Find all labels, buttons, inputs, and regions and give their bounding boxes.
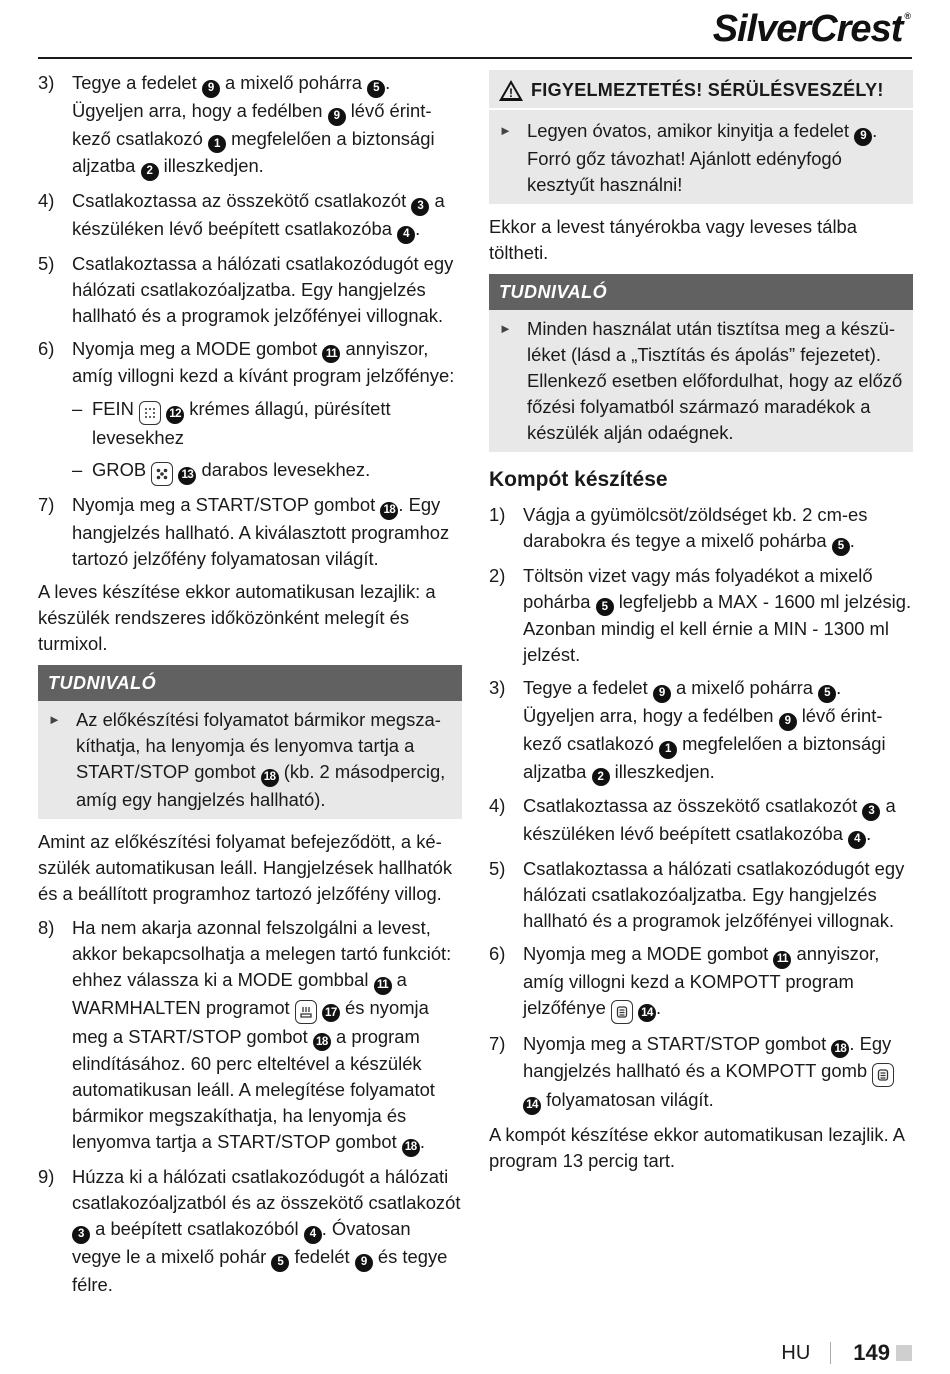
step-text: Húzza ki a hálózati csatlakozódugót a hálózati csatlakozóaljzatból és az összekötő csatlakozót 3 a beépített csatlakozóból 4 . Óvatosan vegye le a mixelő pohár 5 fedelét 9 és tegye félre. — [72, 1166, 461, 1295]
language-code: HU — [781, 1341, 811, 1364]
section-heading: Kompót készítése — [489, 467, 668, 491]
step-number: 5) — [38, 252, 55, 274]
callout-badge: 5 — [832, 538, 850, 556]
step-text: Nyomja meg a START/STOP gombot 18 . Egy hangjelzés hallható. A kiválasztott programhoz tartozó jelzőfény folyamatosan világít. — [72, 494, 450, 569]
page-number: 149 — [853, 1340, 890, 1365]
right-column — [489, 70, 913, 1182]
step-text: Tegye a fedelet 9 a mixelő pohárra 5 . Ügyeljen arra, hogy a fedélben 9 lévő érintkező csatlakozó 1 megfelelően a biztonsági aljzatba 2 illeszkedjen. — [72, 70, 462, 181]
step-2 — [489, 563, 913, 669]
step-number: 5) — [489, 857, 506, 879]
callout-badge: 9 — [779, 713, 797, 731]
step-7 — [489, 1031, 913, 1116]
notice-title: TUDNIVALÓ — [38, 665, 462, 701]
step-text: Nyomja meg a START/STOP gombot 18 . Egy hangjelzés hallható és a KOMPOTT gomb 14 folyamatosan világít. — [523, 1031, 913, 1116]
header-rule — [38, 57, 912, 59]
sub-text: GROB 13 darabos levesekhez. — [92, 457, 462, 486]
step-text: Nyomja meg a MODE gombot 11 annyiszor, amíg villogni kezd a kívánt program jelzőfénye: — [72, 337, 455, 387]
callout-badge: 2 — [592, 768, 610, 786]
callout-badge: 4 — [397, 226, 415, 244]
step-number: 3) — [489, 677, 506, 699]
warning-text: Legyen óvatos, amikor kinyitja a fedelet 9 . Forró gőz távozhat! Ajánlott edényfogó kesztyűt használni! — [527, 120, 878, 195]
callout-badge: 4 — [848, 831, 866, 849]
warning-title: FIGYELMEZTETÉS! SÉRÜLÉSVESZÉLY! — [531, 80, 884, 100]
step-text: Ha nem akarja azonnal felszolgálni a levest, akkor bekapcsolhatja a melegen tartó funkciót: ehhez válassza ki a MODE gombbal 11 a WARMHALTEN programot 17 és nyomja meg a START/STOP gombot 18 a program elindításához. 60 perc elteltével a készülék automatikusan leáll. A melegítése folyamatot bármikor megszakíthatja, ha lenyomja és lenyomva tartja a START/STOP gombot 18 . — [72, 915, 462, 1157]
callout-badge: 3 — [862, 803, 880, 821]
callout-badge: 9 — [854, 128, 872, 146]
callout-badge: 5 — [367, 80, 385, 98]
step-3 — [38, 70, 462, 181]
sub-text: FEIN 12 krémes állagú, pürésített levesekhez — [92, 398, 391, 449]
warning-header — [489, 70, 913, 110]
step-number: 8) — [38, 916, 55, 938]
warning-box — [489, 70, 913, 204]
paragraph: A leves készítése ekkor automatikusan lezajlik: a készülék rendszeres időközönként melegít és turmixol. — [38, 581, 436, 654]
callout-badge: 18 — [313, 1033, 331, 1051]
notice-body — [38, 701, 462, 819]
arrow-bullet-icon: ► — [499, 123, 512, 138]
callout-badge: 9 — [653, 685, 671, 703]
step-5 — [489, 856, 913, 934]
notice-body — [489, 310, 913, 452]
arrow-bullet-icon: ► — [48, 712, 61, 727]
step-9 — [38, 1164, 462, 1298]
callout-badge: 1 — [208, 135, 226, 153]
step-1 — [489, 502, 913, 556]
callout-badge: 13 — [178, 467, 196, 485]
step-number: 4) — [489, 795, 506, 817]
step-text: Csatlakoztassa az összekötő csatlakozót 3 a készüléken lévő beépített csatlakozóba 4 . — [523, 793, 913, 849]
page-footer — [781, 1340, 912, 1366]
callout-badge: 9 — [355, 1254, 373, 1272]
footer-separator — [830, 1342, 831, 1364]
notice-box — [489, 274, 913, 452]
logo-text: SilverCrest — [712, 8, 903, 50]
step-4 — [38, 188, 462, 244]
callout-badge: 1 — [659, 741, 677, 759]
callout-badge: 12 — [166, 406, 184, 424]
notice-text: Az előkészítési folyamatot bármikor megszakíthatja, ha lenyomja és lenyomva tartja a START/STOP gombot 18 (kb. 2 másodpercig, amíg egy hangjelzés hallható). — [76, 709, 446, 810]
callout-badge: 9 — [328, 108, 346, 126]
page-marker-square — [896, 1345, 912, 1361]
warning-triangle-icon: ! — [499, 80, 523, 101]
step-text: Csatlakoztassa a hálózati csatlakozódugót egy hálózati csatlakozóaljzatba. Egy hangjelzés hallható és a programok jelzőfényei villognak. — [72, 252, 454, 326]
callout-badge: 11 — [773, 951, 791, 969]
step-number: 6) — [489, 942, 506, 964]
step-number: 2) — [489, 564, 506, 586]
step-6 — [489, 941, 913, 1024]
callout-badge: 3 — [72, 1226, 90, 1244]
step-number: 7) — [38, 494, 55, 516]
sub-item-grob — [72, 457, 462, 486]
step-8 — [38, 915, 462, 1157]
step-3 — [489, 675, 913, 786]
callout-badge: 11 — [322, 345, 340, 363]
grob-program-icon — [151, 462, 173, 486]
dash: – — [72, 459, 83, 481]
paragraph: Ekkor a levest tányérokba vagy leveses tálba töltheti. — [489, 215, 858, 263]
step-6 — [38, 336, 462, 390]
silvercrest-logo — [713, 8, 910, 51]
callout-badge: 5 — [818, 685, 836, 703]
left-column — [38, 70, 462, 1305]
callout-badge: 18 — [261, 769, 279, 787]
callout-badge: 11 — [374, 977, 392, 995]
kompott-program-icon — [872, 1063, 894, 1087]
step-number: 4) — [38, 190, 55, 211]
step-text: Nyomja meg a MODE gombot 11 annyiszor, amíg villogni kezd a KOMPOTT program jelzőfénye 14 . — [523, 941, 913, 1024]
callout-badge: 4 — [304, 1226, 322, 1244]
step-text: Csatlakoztassa az összekötő csatlakozót 3 a készüléken lévő beépített csatlakozóba 4 . — [72, 188, 462, 244]
step-number: 3) — [38, 72, 55, 93]
step-5 — [38, 251, 462, 329]
paragraph: A kompót készítése ekkor automatikusan lezajlik. A program 13 percig tart. — [489, 1124, 905, 1171]
step-number: 7) — [489, 1032, 506, 1054]
callout-badge: 5 — [596, 598, 614, 616]
notice-box — [38, 665, 462, 819]
registered-mark: ® — [904, 11, 910, 21]
step-text: Vágja a gyümölcsöt/zöldséget kb. 2 cm-es darabokra és tegye a mixelő pohárba 5 . — [523, 502, 913, 556]
callout-badge: 2 — [141, 163, 159, 181]
step-7 — [38, 492, 462, 572]
warning-body — [489, 110, 913, 204]
notice-text: Minden használat után tisztítsa meg a készüléket (lásd a „Tisztítás és ápolás” fejezetet). Ellenkező esetben előfordulhat, hogy az előző főzési folyamatból származó maradékok a készülék alján odaégnek. — [527, 317, 903, 443]
step-text: Tegye a fedelet 9 a mixelő pohárra 5 . Ügyeljen arra, hogy a fedélben 9 lévő érintkező csatlakozó 1 megfelelően a biztonsági aljzatba 2 illeszkedjen. — [523, 675, 913, 786]
fein-program-icon — [139, 401, 161, 425]
step-4 — [489, 793, 913, 849]
dash: – — [72, 398, 83, 420]
callout-badge: 5 — [271, 1254, 289, 1272]
callout-badge: 17 — [322, 1004, 340, 1022]
callout-badge: 18 — [831, 1040, 849, 1058]
step-text: Töltsön vizet vagy más folyadékot a mixelő pohárba 5 legfeljebb a MAX - 1600 ml jelzésig. Azonban mindig el kell érnie a MIN - 1300 ml jelzést. — [523, 564, 912, 666]
callout-badge: 18 — [380, 502, 398, 520]
callout-badge: 9 — [202, 80, 220, 98]
step-text: Csatlakoztassa a hálózati csatlakozódugót egy hálózati csatlakozóaljzatba. Egy hangjelzés hallható és a programok jelzőfényei villognak. — [523, 857, 905, 931]
step-number: 1) — [489, 503, 506, 525]
step-number: 9) — [38, 1166, 55, 1187]
sub-item-fein — [72, 396, 462, 451]
notice-title: TUDNIVALÓ — [489, 274, 913, 310]
callout-badge: 18 — [402, 1139, 420, 1157]
callout-badge: 14 — [523, 1097, 541, 1115]
paragraph: Amint az előkészítési folyamat befejeződött, a készülék automatikusan leáll. Hangjelzések hallhatók és a beállított programhoz tartozó jelzőfény villog. — [38, 830, 453, 904]
warmhalten-program-icon — [295, 1000, 317, 1024]
callout-badge: 3 — [411, 198, 429, 216]
step-number: 6) — [38, 337, 55, 359]
callout-badge: 14 — [638, 1004, 656, 1022]
arrow-bullet-icon: ► — [499, 320, 512, 336]
kompott-program-icon — [611, 1000, 633, 1024]
